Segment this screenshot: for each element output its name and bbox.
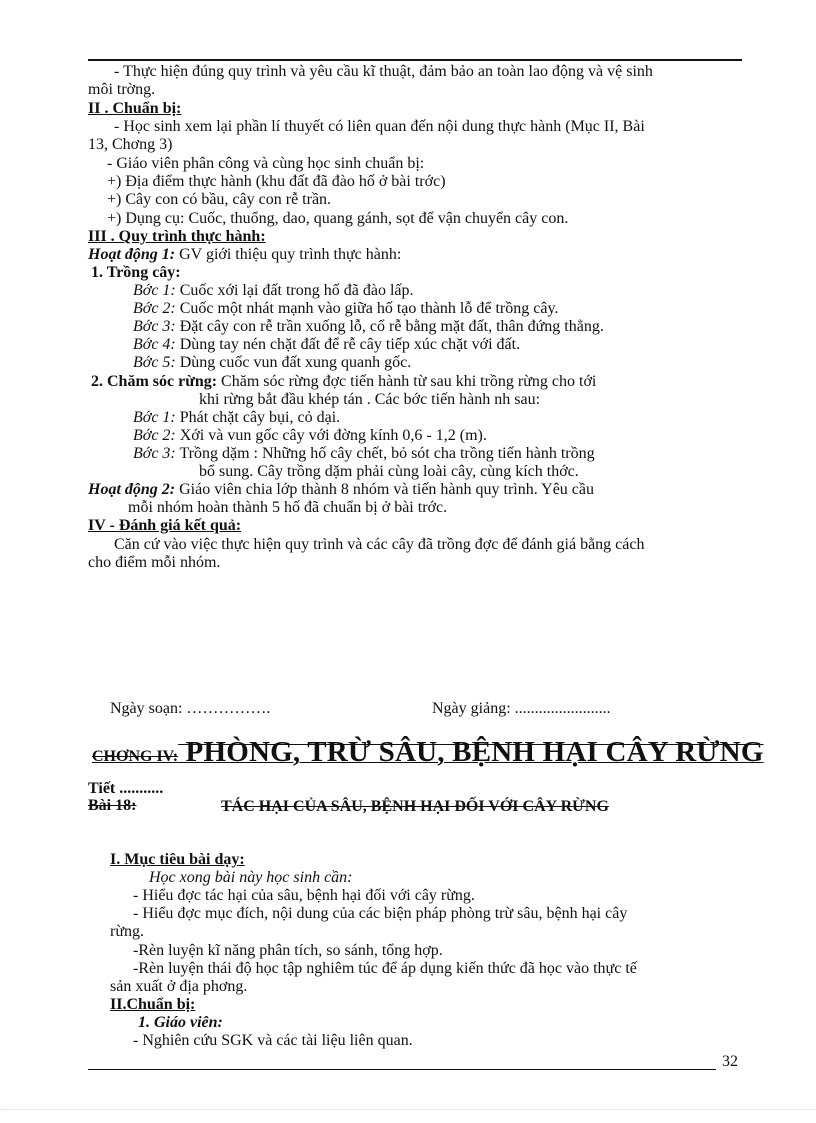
- step-label: Bớc 4:: [133, 336, 176, 353]
- lesson-label: Bài 18:: [88, 797, 137, 814]
- activity-text: GV giới thiệu quy trình thực hành:: [175, 246, 402, 263]
- text-line: - Hiểu đợc mục đích, nội dung của các biện pháp phòng trừ sâu, bệnh hại cây: [133, 905, 628, 922]
- subsection-text: Chăm sóc rừng đợc tiến hành từ sau khi trồng rừng cho tới: [217, 373, 597, 390]
- step-line: [133, 445, 595, 463]
- chapter-label: CHƠNG IV:: [92, 748, 179, 765]
- step-text: Dùng tay nén chặt đất để rễ cây tiếp xúc chặt với đất.: [175, 336, 521, 353]
- page-number: 32: [722, 1053, 738, 1070]
- date-taught: Ngày giảng: ........................: [432, 700, 611, 717]
- step-text: Trồng dặm : Những hố cây chết, bỏ sót cha trồng tiến hành trồng: [175, 445, 595, 462]
- subsection-teacher: 1. Giáo viên:: [138, 1014, 223, 1031]
- step-line: [133, 282, 414, 300]
- step-label: Bớc 2:: [133, 427, 176, 444]
- text-line: môi trờng.: [88, 81, 156, 98]
- text-line: +) Cây con có bầu, cây con rễ trần.: [107, 191, 332, 208]
- text-line: +) Dụng cụ: Cuốc, thuổng, dao, quang gánh, sọt để vận chuyển cây con.: [107, 210, 569, 227]
- step-line: [133, 336, 520, 354]
- text-line: -Rèn luyện thái độ học tập nghiêm túc để áp dụng kiến thức đã học vào thực tế: [133, 960, 637, 977]
- step-line: [133, 409, 340, 427]
- step-label: Bớc 1:: [133, 282, 176, 299]
- text-line: - Thực hiện đúng quy trình và yêu cầu kĩ thuật, đảm bảo an toàn lao động và vệ sinh: [114, 63, 653, 80]
- activity-text: Giáo viên chia lớp thành 8 nhóm và tiến hành quy trình. Yêu cầu: [175, 481, 594, 498]
- text-line: - Giáo viên phân công và cùng học sinh chuẩn bị:: [107, 155, 425, 172]
- activity-label: Hoạt động 2:: [88, 481, 176, 498]
- subsection-care: 2. Chăm sóc rừng:: [91, 373, 218, 390]
- chapter-heading: [92, 736, 764, 769]
- step-line: [133, 300, 558, 318]
- activity-2-line: [88, 481, 594, 499]
- text-line: sản xuất ở địa phơng.: [110, 978, 248, 995]
- step-text: Dùng cuốc vun đất xung quanh gốc.: [175, 354, 412, 371]
- text-line: khi rừng bắt đầu khép tán . Các bớc tiến hành nh sau:: [199, 391, 541, 408]
- step-label: Bớc 3:: [133, 445, 176, 462]
- text-line: Học xong bài này học sinh cần:: [149, 869, 353, 886]
- page-boundary: [0, 1109, 816, 1110]
- text-line: cho điểm mỗi nhóm.: [88, 554, 221, 571]
- subsection-forest-care-line: [91, 373, 596, 391]
- footer-rule: [88, 1069, 716, 1070]
- activity-1-line: [88, 246, 401, 264]
- section-heading-preparation: II . Chuẩn bị:: [88, 100, 182, 117]
- text-line: rừng.: [110, 923, 144, 940]
- step-label: Bớc 2:: [133, 300, 176, 317]
- step-text: Đặt cây con rễ trần xuống lỗ, cổ rễ bằng mặt đất, thân đứng thẳng.: [175, 318, 604, 335]
- text-line: mỗi nhóm hoàn thành 5 hố đã chuẩn bị ở bài trớc.: [128, 499, 448, 516]
- text-line: -Rèn luyện kĩ năng phân tích, so sánh, tổng hợp.: [133, 942, 443, 959]
- step-text: Phát chặt cây bụi, cỏ dại.: [175, 409, 341, 426]
- step-line: [133, 427, 487, 445]
- text-line: - Học sinh xem lại phần lí thuyết có liên quan đến nội dung thực hành (Mục II, Bài: [114, 118, 645, 135]
- step-label: Bớc 5:: [133, 354, 176, 371]
- step-text: Xới và vun gốc cây với đờng kính 0,6 - 1,2 (m).: [175, 427, 487, 444]
- section-heading-objectives: I. Mục tiêu bài dạy:: [110, 851, 245, 868]
- text-line: - Nghiên cứu SGK và các tài liệu liên quan.: [133, 1032, 413, 1049]
- step-text: Cuốc xới lại đất trong hố đã đào lấp.: [175, 282, 414, 299]
- header-rule: [88, 59, 742, 61]
- activity-label: Hoạt động 1:: [88, 246, 176, 263]
- step-line: [133, 318, 604, 336]
- text-line: Căn cứ vào việc thực hiện quy trình và các cây đã trồng đợc để đánh giá bằng cách: [114, 536, 645, 553]
- section-heading-procedure: III . Quy trình thực hành:: [88, 228, 266, 245]
- step-label: Bớc 1:: [133, 409, 176, 426]
- section-heading-assessment: IV - Đánh giá kết quả:: [88, 517, 242, 534]
- step-line: [133, 354, 411, 372]
- text-line: +) Địa điểm thực hành (khu đất đã đào hố ở bài trớc): [107, 173, 446, 190]
- lesson-title: TÁC HẠI CỦA SÂU, BỆNH HẠI ĐỐI VỚI CÂY RỪNG: [221, 798, 609, 815]
- subsection-planting: 1. Trồng cây:: [91, 264, 181, 281]
- period-label: Tiết ...........: [88, 780, 164, 797]
- step-text: Cuốc một nhát mạnh vào giữa hố tạo thành lỗ để trồng cây.: [175, 300, 559, 317]
- section-heading-preparation-2: II.Chuẩn bị:: [110, 996, 196, 1013]
- chapter-title: PHÒNG, TRỪ SÂU, BỆNH HẠI CÂY RỪNG: [178, 736, 764, 768]
- text-line: 13, Chơng 3): [88, 136, 173, 153]
- step-label: Bớc 3:: [133, 318, 176, 335]
- date-prepared: Ngày soạn: …………….: [110, 700, 271, 717]
- text-line: bổ sung. Cây trồng dặm phải cùng loài cây, cùng kích thớc.: [199, 463, 579, 480]
- text-line: - Hiểu đợc tác hại của sâu, bệnh hại đối với cây rừng.: [133, 887, 475, 904]
